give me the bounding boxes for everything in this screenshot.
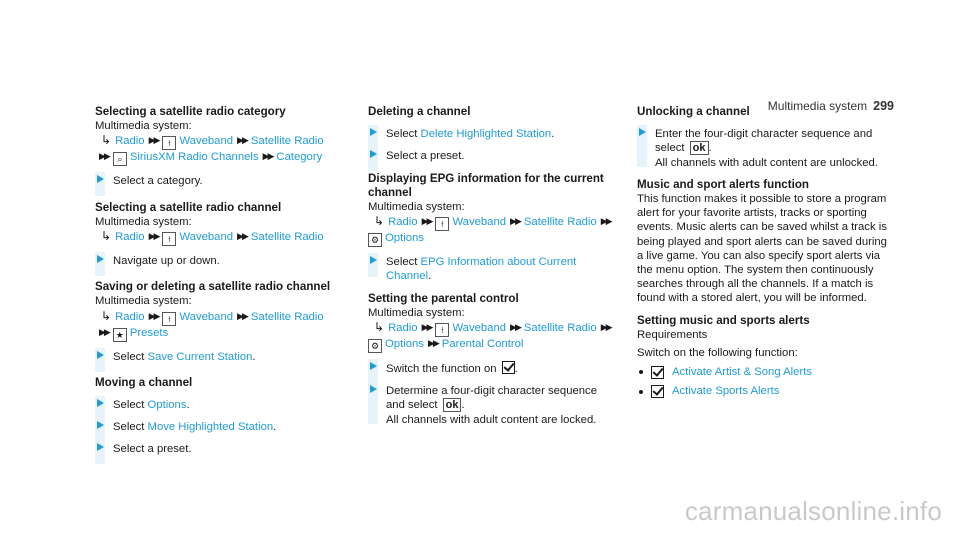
path-waveband[interactable]: Waveband [452, 216, 507, 229]
path-waveband[interactable]: Waveband [452, 322, 507, 335]
delete-highlighted-station-link[interactable]: Delete Highlighted Station [420, 128, 552, 141]
menu-path-label: Multimedia system: [368, 201, 465, 214]
heading-move-channel: Moving a channel [95, 375, 193, 389]
step-text: Select [113, 350, 148, 363]
path-waveband[interactable]: Waveband [179, 135, 234, 148]
activate-artist-song-alerts-link[interactable]: Activate Artist & Song Alerts [672, 366, 813, 379]
path-waveband[interactable]: Waveband [179, 231, 234, 244]
step-result: All channels with adult content are locked. [386, 413, 597, 426]
path-arrow-icon: ↳ [374, 214, 385, 229]
chevron-right-icon: ▶▶ [262, 151, 273, 162]
chevron-right-icon: ▶▶ [99, 151, 109, 162]
path-waveband[interactable]: Waveband [179, 310, 234, 323]
step-text: Select [113, 399, 148, 412]
menu-path [368, 214, 618, 247]
waveband-icon: ⟊ [435, 323, 449, 337]
options-link[interactable]: Options [147, 399, 187, 412]
page-number: 299 [873, 99, 894, 113]
list-item [637, 384, 887, 398]
chevron-right-icon: ▶▶ [510, 322, 520, 333]
step-text: and select [386, 399, 438, 412]
subheading-requirements: Requirements [637, 328, 708, 341]
step-arrow-icon [97, 175, 104, 183]
chevron-right-icon: ▶▶ [148, 310, 159, 321]
step-arrow-icon [370, 128, 377, 136]
path-radio[interactable]: Radio [388, 216, 418, 229]
gear-icon: ⚙ [368, 233, 382, 247]
body-text: This function makes it possible to store a program alert for your favorite artists, tracks or sporting events. Music alerts can be saved whilst a track is being played and sport alerts can be saved during a live game. You can also specify sport alerts via the menu option. The system then continuously searches through all the channels. If a match is found with a stored alert, you will be informed. [637, 193, 887, 305]
chevron-right-icon: ▶▶ [99, 326, 109, 337]
step-arrow-icon [97, 255, 104, 263]
chevron-right-icon: ▶▶ [427, 338, 438, 349]
path-options[interactable]: Options [385, 338, 424, 351]
step-result: All channels with adult content are unlocked. [655, 156, 878, 169]
chevron-right-icon: ▶▶ [421, 322, 432, 333]
path-satellite-radio[interactable]: Satellite Radio [250, 135, 324, 148]
step-text: Navigate up or down. [113, 255, 220, 268]
menu-path [368, 320, 618, 353]
step: Determine a four-digit character sequence and select ok . All channels with adult content are locked. [368, 384, 618, 427]
step-text: Select [386, 128, 421, 141]
step: Select Delete Highlighted Station. [368, 127, 618, 141]
heading-select-satellite-channel: Selecting a satellite radio channel [95, 200, 282, 214]
menu-path-label: Multimedia system: [95, 215, 192, 228]
menu-path-label: Multimedia system: [95, 120, 192, 133]
star-icon: ★ [113, 328, 127, 342]
step-text: Enter the four-digit character sequence and [655, 128, 873, 141]
path-category[interactable]: Category [276, 151, 323, 164]
column-2 [368, 105, 618, 427]
intro-text: Switch on the following function: [637, 347, 798, 360]
step-arrow-icon [370, 256, 377, 264]
menu-path-label: Multimedia system: [368, 306, 465, 319]
gear-icon: ⚙ [368, 339, 382, 353]
menu-path [95, 133, 341, 166]
chevron-right-icon: ▶▶ [148, 231, 159, 242]
watermark: carmanualsonline.info [684, 496, 942, 526]
heading-save-delete-channel: Saving or deleting a satellite radio channel [95, 280, 331, 294]
waveband-icon: ⟊ [162, 312, 176, 326]
path-options[interactable]: Options [385, 232, 424, 245]
path-siriusxm-channels[interactable]: SiriusXM Radio Channels [129, 151, 259, 164]
step-arrow-icon [97, 443, 104, 451]
heading-parental-control: Setting the parental control [368, 291, 519, 305]
step-text: Switch the function on [386, 363, 497, 376]
step-arrow-icon [97, 421, 104, 429]
waveband-icon: ⟊ [162, 232, 176, 246]
heading-music-sport-alerts: Music and sport alerts function [637, 177, 809, 191]
move-highlighted-station-link[interactable]: Move Highlighted Station [147, 421, 274, 434]
menu-path-label: Multimedia system: [95, 295, 192, 308]
step-arrow-icon [639, 128, 646, 136]
chevron-right-icon: ▶▶ [510, 216, 520, 227]
path-satellite-radio[interactable]: Satellite Radio [250, 310, 324, 323]
path-arrow-icon: ↳ [101, 229, 112, 244]
path-parental-control[interactable]: Parental Control [441, 338, 524, 351]
path-radio[interactable]: Radio [115, 135, 145, 148]
menu-path [95, 309, 341, 342]
step: Enter the four-digit character sequence and select ok . All channels with adult content are unlocked. [637, 127, 887, 170]
chevron-right-icon: ▶▶ [600, 216, 611, 227]
step [95, 254, 341, 268]
step [95, 174, 341, 188]
path-satellite-radio[interactable]: Satellite Radio [523, 322, 597, 335]
header-title: Multimedia system [767, 99, 868, 113]
step-text: Select a preset. [386, 150, 465, 163]
path-arrow-icon: ↳ [101, 308, 112, 323]
step-text: select [655, 142, 685, 155]
step-text: Determine a four-digit character sequence [386, 385, 597, 398]
heading-delete-channel: Deleting a channel [368, 105, 471, 118]
step: Select Options. [95, 398, 341, 412]
step: Select Move Highlighted Station. [95, 420, 341, 434]
checkbox-checked-icon [651, 366, 664, 379]
chevron-right-icon: ▶▶ [237, 231, 247, 242]
chevron-right-icon: ▶▶ [148, 135, 159, 146]
ok-key-icon: ok [443, 398, 462, 412]
step [368, 149, 618, 163]
heading-set-alerts: Setting music and sports alerts [637, 313, 810, 327]
menu-path [95, 229, 341, 246]
checkbox-checked-icon [651, 385, 664, 398]
path-satellite-radio[interactable]: Satellite Radio [523, 216, 597, 229]
step-text: Select a preset. [113, 443, 192, 456]
path-radio[interactable]: Radio [115, 231, 145, 244]
step-text: Select [386, 256, 421, 269]
path-arrow-icon: ↳ [374, 320, 385, 335]
activate-sports-alerts-link[interactable]: Activate Sports Alerts [672, 385, 780, 398]
step-arrow-icon [370, 150, 377, 158]
path-satellite-radio[interactable]: Satellite Radio [250, 231, 324, 244]
step-arrow-icon [370, 362, 377, 370]
chevron-right-icon: ▶▶ [421, 216, 432, 227]
step: Switch the function on . [368, 361, 618, 376]
step-arrow-icon [370, 385, 377, 393]
step-text: Select [113, 421, 148, 434]
list-item [637, 365, 887, 379]
step-arrow-icon [97, 351, 104, 359]
save-current-station-link[interactable]: Save Current Station [147, 350, 253, 363]
step-text: Select a category. [113, 175, 203, 188]
ok-key-icon: ok [690, 141, 709, 155]
waveband-icon: ⟊ [162, 136, 176, 150]
checkbox-checked-icon [502, 361, 515, 374]
path-radio[interactable]: Radio [115, 310, 145, 323]
path-presets[interactable]: Presets [129, 326, 169, 339]
path-radio[interactable]: Radio [388, 322, 418, 335]
chevron-right-icon: ▶▶ [237, 310, 247, 321]
bullet-icon [639, 390, 643, 394]
step: Select Save Current Station. [95, 350, 341, 364]
bullet-icon [639, 370, 643, 374]
search-icon: ⌕ [113, 152, 127, 166]
step [95, 442, 341, 456]
path-arrow-icon: ↳ [101, 133, 112, 148]
heading-select-satellite-category: Selecting a satellite radio category [95, 105, 286, 118]
column-1 [95, 105, 341, 457]
column-3 [637, 105, 887, 399]
chevron-right-icon: ▶▶ [237, 135, 247, 146]
epg-information-link[interactable]: EPG Information about Current Channel [386, 256, 577, 283]
step-arrow-icon [97, 399, 104, 407]
heading-unlock-channel: Unlocking a channel [637, 105, 750, 118]
waveband-icon: ⟊ [435, 217, 449, 231]
heading-epg-info: Displaying EPG information for the current channel [368, 171, 604, 199]
chevron-right-icon: ▶▶ [600, 322, 611, 333]
step: Select EPG Information about Current Channel. [368, 255, 618, 283]
